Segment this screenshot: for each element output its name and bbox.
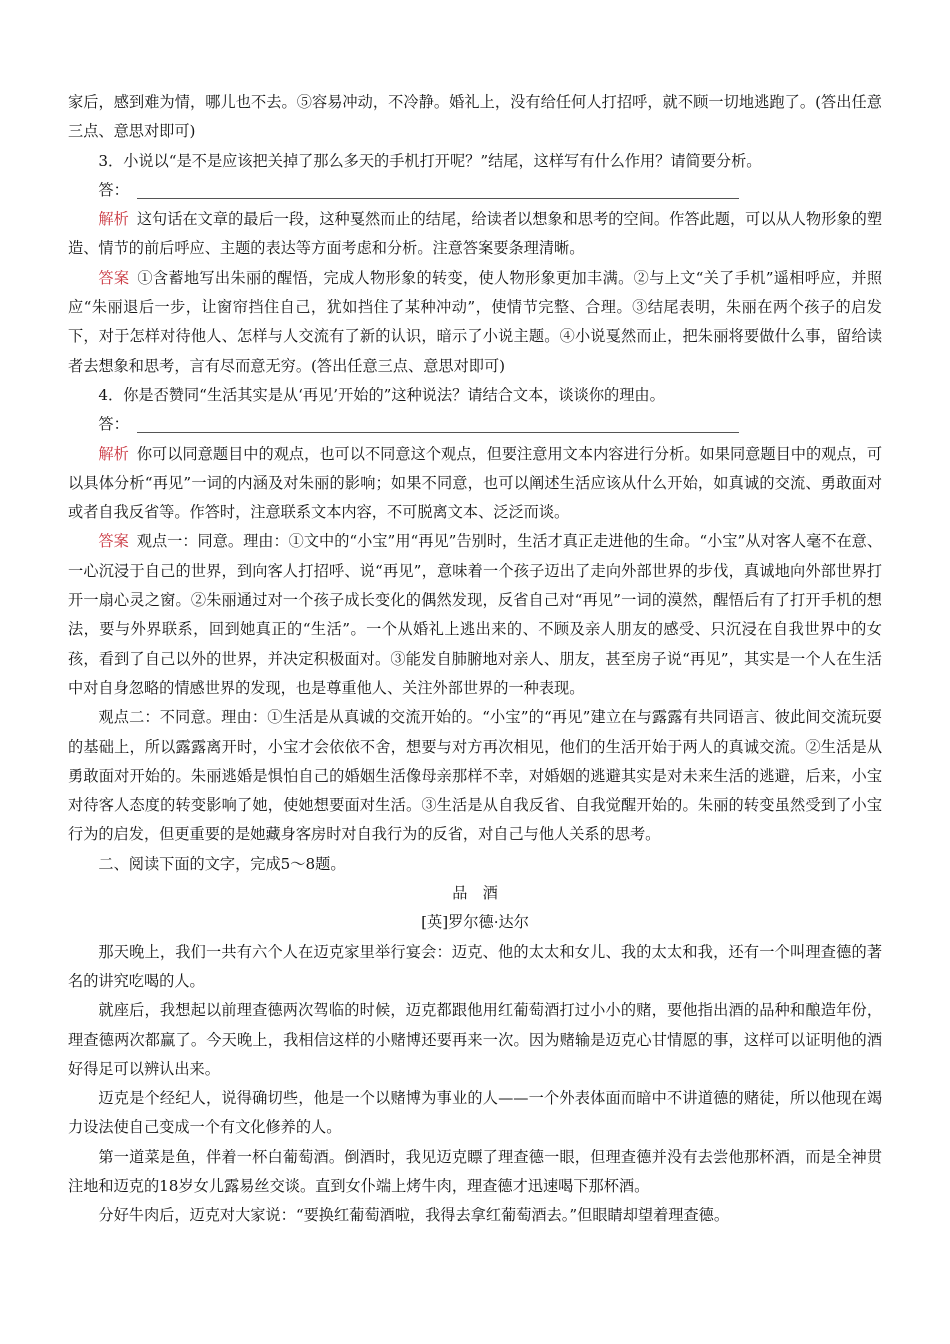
analysis-text: 你可以同意题目中的观点，也可以不同意这个观点，但要注意用文本内容进行分析。如果同意题目中的观点，可以具体分析“再见”一词的内涵及对朱丽的影响；如果不同意，也可以阐述生活应该从什么开始，如真诚的交流、勇敢面对或者自我反省等。作答时，注意联系文本内容，不可脱离文本、泛泛而谈。 [68, 444, 883, 522]
analysis-4 [68, 440, 882, 528]
story-paragraph: 迈克是个经纪人，说得确切些，他是一个以赌博为事业的人——一个外表体面而暗中不讲道德的赌徒，所以他现在竭力设法使自己变成一个有文化修养的人。 [68, 1089, 882, 1137]
analysis-text: 这句话在文章的最后一段，这种戛然而止的结尾，给读者以想象和思考的空间。作答此题，可以从人物形象的塑造、情节的前后呼应、主题的表达等方面考虑和分析。注意答案要条理清晰。 [68, 210, 883, 258]
answer-4 [68, 527, 882, 703]
story-paragraph: 就座后，我想起以前理查德两次驾临的时候，迈克都跟他用红葡萄酒打过小小的赌，要他指出酒的品种和酿造年份，理查德两次都赢了。今天晚上，我相信这样的小赌博还要再来一次。因为赌输是迈克心甘情愿的事，这样可以证明他的酒好得足可以辨认出来。 [68, 1001, 882, 1078]
analysis-3 [68, 205, 882, 264]
question-4: 4．你是否赞同“生活其实是从‘再见’开始的”这种说法？请结合文本，谈谈你的理由。 [98, 385, 665, 404]
analysis-tag: 解析 [98, 444, 129, 463]
answer-line-3 [68, 176, 882, 205]
story-paragraph: 分好牛肉后，迈克对大家说：“要换红葡萄酒啦，我得去拿红葡萄酒去。”但眼睛却望着理查德。 [98, 1206, 730, 1225]
answer-label: 答： [98, 180, 129, 199]
answer-blank [137, 198, 739, 199]
answer-label: 答： [98, 415, 129, 434]
story-author: [英]罗尔德·达尔 [421, 913, 529, 932]
answer-text: 观点一：同意。理由：①文中的“小宝”用“再见”告别时，生活才真正走进他的生命。“小宝”从对客人毫不在意、一心沉浸于自己的世界，到向客人打招呼、说“再见”，意味着一个孩子迈出了走向外部世界的步伐，真诚地向外部世界打开一扇心灵之窗。②朱丽通过对一个孩子成长变化的偶然发现，反省自己对“再见”一词的漠然，醒悟后有了打开手机的想法，要与外界联系，回到她真正的“生活”。一个从婚礼上逃出来的、不顾及亲人朋友的感受、只沉浸在自我世界中的女孩，看到了自己以外的世界，并决定积极面对。③能发自肺腑地对亲人、朋友，甚至房子说“再见”，其实是一个人在生活中对自身忽略的情感世界的发现，也是尊重他人、关注外部世界的一种表现。 [68, 532, 883, 697]
viewpoint-2: 观点二：不同意。理由：①生活是从真诚的交流开始的。“小宝”的“再见”建立在与露露有共同语言、彼此间交流玩耍的基础上，所以露露离开时，小宝才会依依不舍，想要与对方再次相见，他们的生活开始于两人的真诚交流。②生活是从勇敢面对开始的。朱丽逃婚是惧怕自己的婚姻生活像母亲那样不幸，对婚姻的逃避其实是对未来生活的逃避，后来，小宝对待客人态度的转变影响了她，使她想要面对生活。③生活是从自我反省、自我觉醒开始的。朱丽的转变虽然受到了小宝行为的启发，但更重要的是她藏身客房时对自我行为的反省，对自己与他人关系的思考。 [68, 708, 882, 844]
question-3: 3．小说以“是不是应该把关掉了那么多天的手机打开呢？”结尾，这样写有什么作用？请简要分析。 [98, 151, 762, 170]
analysis-tag: 解析 [98, 210, 129, 229]
story-paragraph: 第一道菜是鱼，伴着一杯白葡萄酒。倒酒时，我见迈克瞟了理查德一眼，但理查德并没有去尝他那杯酒，而是全神贯注地和迈克的18岁女儿露易丝交谈。直到女仆端上烤牛肉，理查德才迅速喝下那杯酒。 [68, 1147, 882, 1195]
answer-3 [68, 264, 882, 381]
story-paragraph: 那天晚上，我们一共有六个人在迈克家里举行宴会：迈克、他的太太和女儿、我的太太和我，还有一个叫理查德的著名的讲究吃喝的人。 [68, 942, 882, 990]
answer-tag: 答案 [98, 268, 130, 287]
answer-text: ①含蓄地写出朱丽的醒悟，完成人物形象的转变，使人物形象更加丰满。②与上文“关了手机”遥相呼应，并照应“朱丽退后一步，让窗帘挡住自己，犹如挡住了某种冲动”，使情节完整、合理。③结尾表明，朱丽在两个孩子的启发下，对于怎样对待他人、怎样与人交流有了新的认识，暗示了小说主题。④小说戛然而止，把朱丽将要做什么事，留给读者去想象和思考，言有尽而意无穷。(答出任意三点、意思对即可) [68, 268, 883, 375]
answer-line-4 [68, 410, 882, 439]
paragraph-continuation: 家后，感到难为情，哪儿也不去。⑤容易冲动，不冷静。婚礼上，没有给任何人打招呼，就不顾一切地逃跑了。(答出任意三点、意思对即可) [68, 93, 882, 141]
story-title: 品 酒 [452, 884, 498, 903]
answer-tag: 答案 [98, 532, 129, 551]
answer-blank [137, 432, 739, 433]
section-heading: 二、阅读下面的文字，完成5～8题。 [98, 854, 346, 873]
